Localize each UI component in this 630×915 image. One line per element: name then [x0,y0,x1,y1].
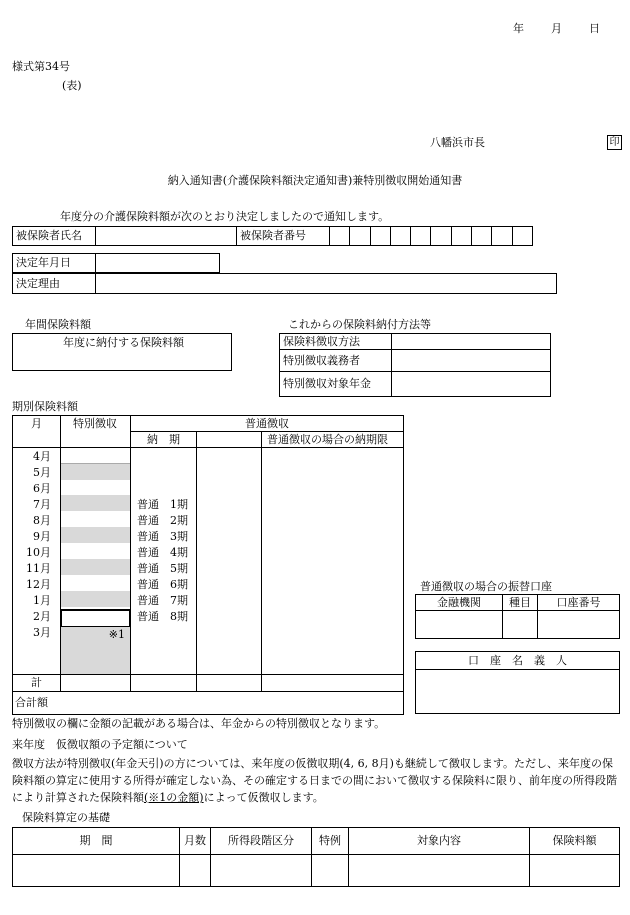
basis-cell [13,855,180,887]
month-label: 12月 [26,578,51,591]
decision-reason-value [96,274,557,294]
decision-date-label: 決定年月日 [13,254,96,273]
insured-name-value [96,227,237,246]
term-label: 普通 2期 [137,514,188,527]
insured-table [12,226,533,246]
basis-col-period: 期 間 [13,828,180,855]
bank-col-account: 口座番号 [538,595,620,611]
date-year: 年 [513,22,524,35]
basis-cell [349,855,530,887]
bank-col-type: 種目 [503,595,538,611]
insured-number-digit [350,227,370,246]
decision-date-value [96,254,220,273]
payment-section-label: これからの保険料納付方法等 [288,318,431,331]
intro-text: 年度分の介護保険料額が次のとおり決定しましたので通知します。 [60,210,390,223]
march-mark: ※1 [108,628,125,641]
col-month-header: 月 [31,417,42,430]
period-table [12,415,404,715]
issuer: 八幡浜市長 [430,136,485,149]
col-term-header: 納 期 [147,433,180,446]
special-pension-label: 特別徴収対象年金 [280,372,392,397]
insured-number-digit [431,227,451,246]
special-obligor-value [392,350,551,372]
payment-method-value [392,334,551,350]
month-label: 1月 [33,594,51,607]
term-label: 普通 6期 [137,578,188,591]
month-label: 3月 [33,626,51,639]
annual-box-label: 年度に納付する保険料額 [63,336,184,349]
month-label: 10月 [26,546,51,559]
basis-cell [180,855,211,887]
special-obligor-label: 特別徴収義務者 [280,350,392,372]
basis-col-income-class: 所得段階区分 [211,828,312,855]
period-section-label: 期別保険料額 [12,400,78,413]
insured-number-digit [512,227,532,246]
term-label: 普通 8期 [137,610,188,623]
col-special-header: 特別徴収 [73,417,117,430]
insured-number-digit [451,227,471,246]
term-label: 普通 5期 [137,562,188,575]
month-label: 6月 [33,482,51,495]
insured-number-label: 被保険者番号 [237,227,330,246]
document-title: 納入通知書(介護保険料額決定通知書)兼特別徴収開始通知書 [167,174,463,187]
special-cell [61,463,130,480]
decision-reason-label: 決定理由 [13,274,96,294]
basis-col-months: 月数 [180,828,211,855]
payment-method-table [279,333,551,397]
special-cell [61,527,130,543]
month-label: 5月 [33,466,51,479]
special-pension-value [392,372,551,397]
month-label: 7月 [33,498,51,511]
form-number: 様式第34号 [12,60,70,73]
para-part2: によって仮徴収します。 [203,791,324,804]
basis-table [12,827,620,887]
insured-number-digit [472,227,492,246]
next-year-paragraph [12,755,624,806]
bank-name-value [416,611,503,639]
term-label: 普通 3期 [137,530,188,543]
basis-cell [312,855,349,887]
bank-account-value [538,611,620,639]
special-cell [61,559,130,575]
special-cell-february [60,609,131,628]
month-label: 11月 [26,562,51,575]
basis-cell [530,855,620,887]
term-label: 普通 7期 [137,594,188,607]
bank-table [415,594,620,639]
insured-name-label: 被保険者氏名 [13,227,96,246]
payment-method-label: 保険料徴収方法 [280,334,392,350]
date-day: 日 [589,22,600,35]
month-label: 9月 [33,530,51,543]
holder-label: 口 座 名 義 人 [416,652,620,670]
special-cell [61,495,130,511]
decision-reason-table [12,273,557,294]
month-label: 4月 [33,450,51,463]
annual-section-label: 年間保険料額 [25,318,91,331]
decision-date-table [12,253,220,273]
special-note: 特別徴収の欄に金額の記載がある場合は、年金からの特別徴収となります。 [12,717,386,730]
form-side: (表) [62,79,82,92]
holder-value [416,670,620,714]
basis-section-label: 保険料算定の基礎 [22,811,110,824]
next-year-heading: 来年度 仮徴収額の予定額について [12,738,188,751]
insured-number-digit [411,227,431,246]
col-ordinary-header: 普通徴収 [245,417,289,430]
seal-icon: 印 [607,135,622,150]
bank-col-bank: 金融機関 [416,595,503,611]
term-label: 普通 1期 [137,498,188,511]
insured-number-digit [330,227,350,246]
month-label: 8月 [33,514,51,527]
para-part1: 徴収方法が特別徴収(年金天引)の方については、来年度の仮徴収期(4, 6, 8月)も継続して徴収します。ただし、来年度の保険料額の算定に使用する所得が確定しない為、その確定する日までの間において徴収する保険料に限り、前年度の所得段階により計算された保険料額 [12,757,617,804]
month-label: 2月 [33,610,51,623]
date-month: 月 [551,22,562,35]
bank-type-value [503,611,538,639]
basis-col-special: 特例 [312,828,349,855]
total-label: 計 [31,676,42,689]
para-underlined: (※1の金額) [144,791,204,804]
basis-col-premium: 保険料額 [530,828,620,855]
col-deadline-header: 普通徴収の場合の納期限 [267,433,388,446]
holder-table [415,651,620,714]
term-label: 普通 4期 [137,546,188,559]
annual-box [12,333,232,371]
insured-number-digit [492,227,512,246]
insured-number-digit [390,227,410,246]
basis-col-target: 対象内容 [349,828,530,855]
insured-number-digit [370,227,390,246]
grand-total-label: 合計額 [15,696,48,709]
basis-cell [211,855,312,887]
bank-section-label: 普通徴収の場合の振替口座 [420,580,552,593]
special-cell [61,591,130,607]
